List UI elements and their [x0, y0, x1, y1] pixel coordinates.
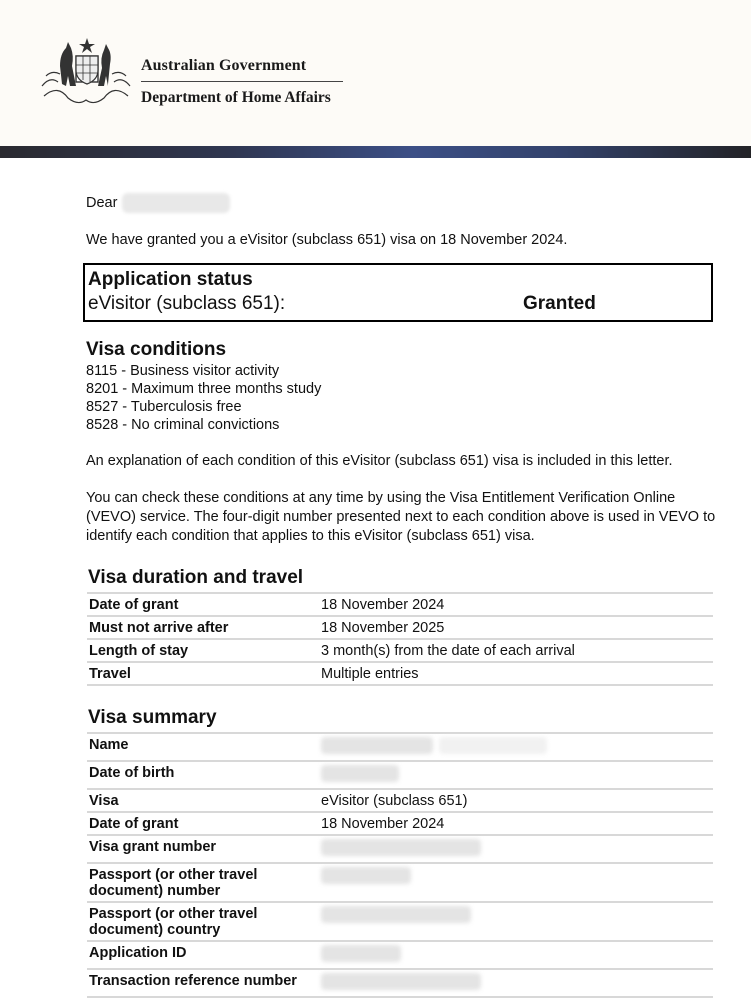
duration-table — [87, 592, 713, 686]
status-title: Application status — [88, 269, 253, 290]
row-label: Travel — [87, 662, 319, 685]
duration-title: Visa duration and travel — [88, 567, 304, 588]
letter-header — [0, 0, 751, 146]
condition-item: 8115 - Business visitor activity — [86, 363, 280, 379]
conditions-list — [86, 362, 716, 434]
redacted-recipient-name — [122, 193, 230, 213]
row-label: Transaction reference number — [87, 969, 319, 997]
application-status-box — [83, 263, 713, 322]
redacted-value — [319, 733, 713, 761]
status-row — [88, 292, 711, 316]
redacted-name-extra — [439, 737, 547, 754]
redacted-value — [319, 969, 713, 997]
row-label: Date of grant — [87, 812, 319, 835]
department-name: Department of Home Affairs — [141, 89, 331, 106]
table-row — [87, 941, 713, 969]
table-row — [87, 863, 713, 902]
row-label: Must not arrive after — [87, 616, 319, 639]
row-label: Length of stay — [87, 639, 319, 662]
table-row — [87, 835, 713, 863]
row-label: Passport (or other travel document) number — [87, 863, 319, 902]
status-value: Granted — [523, 293, 596, 314]
row-label: Visa grant number — [87, 835, 319, 863]
redacted-passport-number — [321, 867, 411, 884]
row-label: Date of birth — [87, 761, 319, 789]
table-row — [87, 733, 713, 761]
letter-body — [86, 193, 716, 998]
redacted-value — [319, 761, 713, 789]
redacted-name — [321, 737, 433, 754]
conditions-explanation: An explanation of each condition of this eVisitor (subclass 651) visa is included in this letter. — [86, 453, 673, 469]
table-row — [87, 969, 713, 997]
row-label: Date of grant — [87, 593, 319, 616]
redacted-value — [319, 863, 713, 902]
row-value: Multiple entries — [319, 662, 713, 685]
row-value: 18 November 2024 — [319, 812, 713, 835]
condition-item: 8201 - Maximum three months study — [86, 381, 322, 397]
conditions-title: Visa conditions — [86, 339, 227, 360]
coat-of-arms-icon — [38, 36, 134, 108]
table-row — [87, 789, 713, 812]
row-value: eVisitor (subclass 651) — [319, 789, 713, 812]
salutation — [86, 193, 716, 213]
grant-intro: We have granted you a eVisitor (subclass 651) visa on 18 November 2024. — [86, 232, 568, 248]
vevo-paragraph: You can check these conditions at any time by using the Visa Entitlement Verification Online (VEVO) service. The four-digit number presented next to each condition above is used in VEVO to identify each condition that applies to this eVisitor (subclass 651) visa. — [86, 490, 716, 544]
summary-table — [87, 732, 713, 998]
salutation-text: Dear — [86, 195, 118, 211]
wordmark-divider — [141, 81, 343, 82]
table-row — [87, 812, 713, 835]
redacted-dob — [321, 765, 399, 782]
row-value: 18 November 2024 — [319, 593, 713, 616]
row-label: Name — [87, 733, 319, 761]
redacted-application-id — [321, 945, 401, 962]
condition-item: 8528 - No criminal convictions — [86, 417, 280, 433]
table-row — [87, 662, 713, 685]
table-row — [87, 902, 713, 941]
government-name: Australian Government — [141, 57, 307, 74]
table-row — [87, 593, 713, 616]
summary-title: Visa summary — [88, 707, 217, 728]
redacted-grant-number — [321, 839, 481, 856]
table-row — [87, 616, 713, 639]
status-label: eVisitor (subclass 651): — [88, 293, 286, 314]
row-value: 18 November 2025 — [319, 616, 713, 639]
row-label: Passport (or other travel document) country — [87, 902, 319, 941]
redacted-passport-country — [321, 906, 471, 923]
row-value: 3 month(s) from the date of each arrival — [319, 639, 713, 662]
row-label: Visa — [87, 789, 319, 812]
redacted-value — [319, 902, 713, 941]
redacted-transaction-ref — [321, 973, 481, 990]
header-band — [0, 146, 751, 158]
government-wordmark — [141, 57, 343, 107]
row-label: Application ID — [87, 941, 319, 969]
table-row — [87, 639, 713, 662]
redacted-value — [319, 835, 713, 863]
redacted-value — [319, 941, 713, 969]
table-row — [87, 761, 713, 789]
condition-item: 8527 - Tuberculosis free — [86, 399, 242, 415]
